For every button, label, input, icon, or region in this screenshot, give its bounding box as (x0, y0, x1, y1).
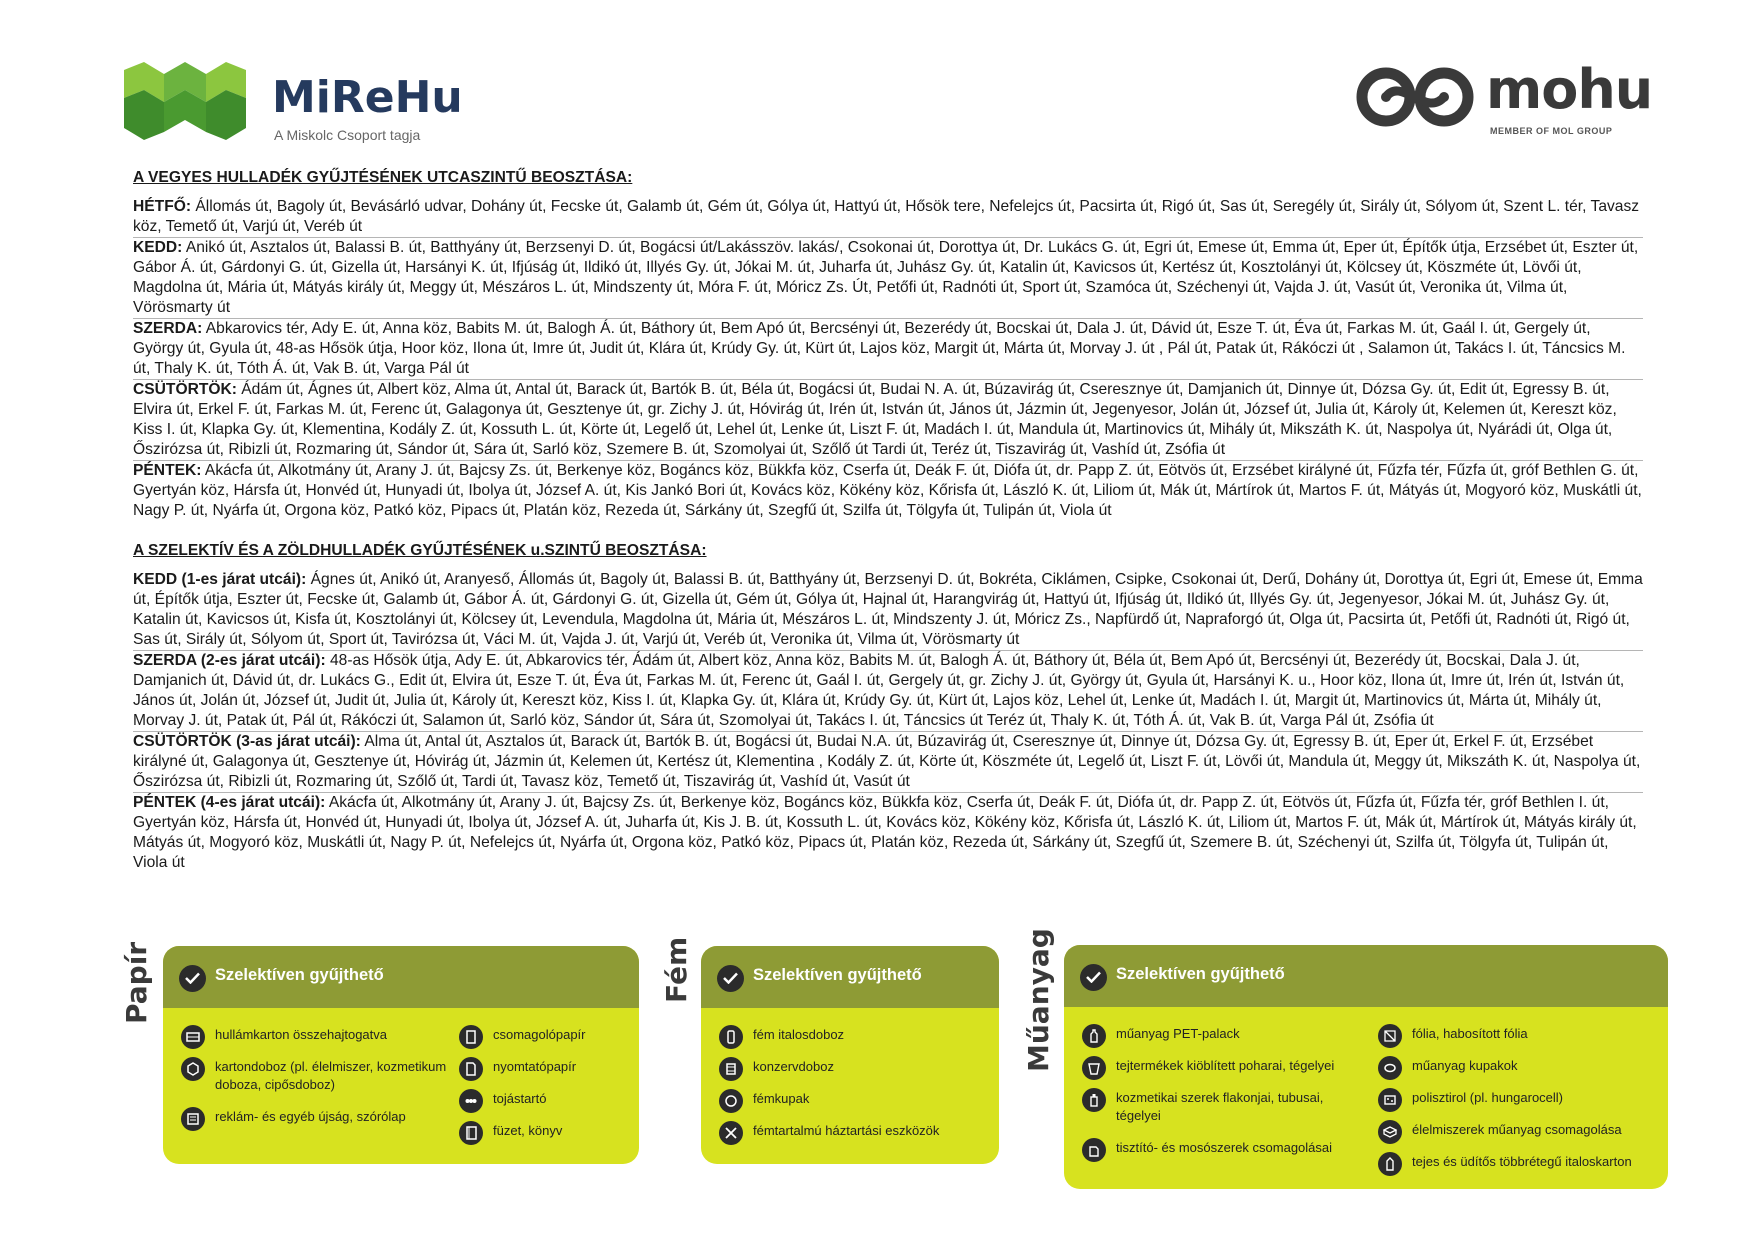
selective-waste-title: A SZELEKTÍV ÉS A ZÖLDHULLADÉK GYŰJTÉSÉNEK u.SZINTŰ BEOSZTÁSA: (133, 542, 707, 559)
card-header (1064, 945, 1668, 1007)
schedule-content (133, 168, 1643, 873)
pet-bottle-icon (1082, 1024, 1106, 1048)
tin-can-icon (719, 1057, 743, 1081)
plastic-label: Műanyag (1022, 928, 1055, 1072)
card-header (701, 946, 999, 1008)
cosmetics-bottle-icon (1082, 1088, 1106, 1112)
card-header (163, 946, 639, 1008)
detergent-icon (1082, 1138, 1106, 1162)
list-item: csomagolópapír (459, 1026, 634, 1044)
day-label: KEDD: (133, 239, 183, 256)
day-label: KEDD (1-es járat utcái): (133, 571, 307, 588)
check-icon (717, 965, 744, 992)
selective-day-thursday (133, 732, 1643, 793)
mohu-logo-tagline: MEMBER OF MOL GROUP (1490, 126, 1613, 136)
foil-icon (1378, 1024, 1402, 1048)
street-list: Akácfa út, Alkotmány út, Arany J. út, Bajcsy Zs. út, Berkenye köz, Bogáncs köz, Bükkfa köz, Cserfa út, Deák F. út, Diófa út, dr. Papp Z. út, Eötvös út, Fűzfa út, Fűzfa tér, gróf Bethlen I. út, Gyertyán köz, Hársfa út, Honvéd út, Hunyadi út, Ibolya út, József A. út, Juharfa út, Kis J. B. út, Kossuth L. út, Kovács köz, Kökény köz, Kőrisfa út, László K. út, Liliom út, Martos F. út, Mák út, Mártírok út, Mátyás király út, Mátyás út, Mogyoró köz, Muskátli út, Nagy P. út, Nefelejcs út, Nyárfa út, Orgona köz, Patkó köz, Pipacs út, Platán köz, Rezeda út, Sárkány út, Szegfű út, Szemere B. út, Széchenyi út, Szilfa út, Tölgyfa út, Tulipán út, Viola út (133, 794, 1637, 871)
list-item: tejtermékek kiöblített poharai, tégelyei (1082, 1057, 1367, 1075)
paper-card (163, 946, 639, 1164)
tools-icon (719, 1121, 743, 1145)
list-item: műanyag kupakok (1378, 1057, 1663, 1075)
beverage-carton-icon (1378, 1152, 1402, 1176)
plastic-cap-icon (1378, 1056, 1402, 1080)
drink-can-icon (719, 1025, 743, 1049)
list-item: kartondoboz (pl. élelmiszer, kozmetikum doboza, cipősdoboz) (181, 1058, 451, 1094)
cardboard-icon (181, 1025, 205, 1049)
day-label: PÉNTEK (4-es járat utcái): (133, 794, 326, 811)
notebook-icon (459, 1121, 483, 1145)
mixed-day-tuesday (133, 238, 1643, 319)
list-item: tejes és üdítős többrétegű italoskarton (1378, 1153, 1663, 1171)
food-packaging-icon (1378, 1120, 1402, 1144)
dairy-cup-icon (1082, 1056, 1106, 1080)
mixed-day-wednesday (133, 319, 1643, 380)
box-icon (181, 1057, 205, 1081)
card-header-title: Szelektíven gyűjthető (215, 966, 384, 984)
list-item: fémtartalmú háztartási eszközök (719, 1122, 989, 1140)
street-list: Anikó út, Asztalos út, Balassi B. út, Batthyány út, Berzsenyi D. út, Bogácsi út/Lakásszöv. lakás/, Csokonai út, Dorottya út, Dr. Lukács G. út, Egri út, Emese út, Emma út, Eper út, Építők útja, Erzsébet út, Eszter út, Gábor Á. út, Gárdonyi G. út, Gizella út, Harsányi K. út, Ifjúság út, Ildikó út, Illyés Gy. út, Jókai M. út, Juharfa út, Juhász Gy. út, Katalin út, Kavicsos út, Kertész út, Kosztolányi út, Kölcsey út, Köszméte út, Lövői út, Magdolna út, Mária út, Mátyás király út, Meggy út, Mészáros L. út, Mindszenty út, Móra F. út, Móricz Zs. Út, Petőfi út, Radnóti út, Sport út, Szamóca út, Széchenyi út, Vajda J. út, Vasút út, Veronika út, Vilma út, Vörösmarty út (133, 239, 1639, 316)
card-header-title: Szelektíven gyűjthető (753, 966, 922, 984)
day-label: PÉNTEK: (133, 462, 202, 479)
street-list: Ádám út, Ágnes út, Albert köz, Alma út, Antal út, Barack út, Bartók B. út, Béla út, Bogácsi út, Budai N. A. út, Búzavirág út, Cseresznye út, Damjanich út, Dinnye út, Dózsa Gy. út, Edit út, Egressy B. út, Elvira út, Erkel F. út, Farkas M. út, Ferenc út, Galagonya út, Gesztenye út, gr. Zichy J. út, Hóvirág út, Irén út, István út, János út, Jázmin út, Jegenyesor, Jolán út, József út, Julia út, Károly út, Kelemen út, Kereszt köz, Kiss I. út, Klapka Gy. út, Klementina, Kodály Z. út, Kossuth L. út, Körte út, Legelő út, Lehel út, Lenke út, Liszt F. út, Madách I. út, Mandula út, Martinovics út, Mihály út, Mikszáth K. út, Naspolya út, Nyárádi út, Olga út, Őszirózsa út, Ribizli út, Rozmaring út, Sándor út, Sára út, Sarló köz, Szemere B. út, Szomolyai út, Szőlő út Tardi út, Teréz út, Tiszavirág út, Vashíd út, Zsófia út (133, 381, 1617, 458)
selective-day-friday (133, 793, 1643, 873)
newspaper-icon (181, 1107, 205, 1131)
list-item: füzet, könyv (459, 1122, 634, 1140)
street-list: Állomás út, Bagoly út, Bevásárló udvar, Dohány út, Fecske út, Galamb út, Gém út, Gólya út, Hattyú út, Hősök tere, Nefelejcs út, Pacsirta út, Rigó út, Sas út, Seregély út, Sirály út, Sólyom út, Szent L. tér, Tavasz köz, Temető út, Varjú út, Veréb út (133, 198, 1640, 235)
mohu-logo-name: mohu (1486, 58, 1653, 121)
street-list: Ágnes út, Anikó út, Aranyeső, Állomás út, Bagoly út, Balassi B. út, Batthyány út, Berzsenyi D. út, Bokréta, Ciklámen, Csipke, Csokonai út, Derű, Dohány út, Dorottya út, Egri út, Emese út, Emma út, Építők útja, Eszter út, Fecske út, Galamb út, Gábor Á. út, Gárdonyi G. út, Gizella út, Gém út, Gólya út, Hajnal út, Harangvirág út, Hattyú út, Ifjúság út, Ildikó út, Illyés Gy. út, Jegenyesor, Jókai M. út, Juhász Gy. út, Katalin út, Kavicsos út, Kisfa út, Kosztolányi út, Kölcsey út, Levendula, Magdolna út, Mária út, Mészáros L. út, Mindszenty J. út, Móricz Zs., Napfürdő út, Napraforgó út, Olga út, Pacsirta út, Petőfi út, Radnóti út, Rigó út, Sas út, Sirály út, Sólyom út, Sport út, Tavirózsa út, Váci M. út, Vajda J. út, Varjú út, Veréb út, Veronika út, Vilma út, Vörösmarty út (133, 571, 1643, 648)
list-item: fólia, habosított fólia (1378, 1025, 1663, 1043)
day-label: HÉTFŐ: (133, 198, 192, 215)
mirehu-logo-mark-icon (124, 62, 246, 140)
street-list: Alma út, Antal út, Asztalos út, Barack út, Bartók B. út, Bogácsi út, Budai N.A. út, Búzavirág út, Cseresznye út, Dinnye út, Dózsa Gy. út, Egressy B. út, Eper út, Erkel F. út, Erzsébet királyné út, Galagonya út, Gesztenye út, Hóvirág út, Jázmin út, Kelemen út, Kertész út, Klementina , Kodály Z. út, Körte út, Köszméte út, Legelő út, Liszt F. út, Lövői út, Mandula út, Meggy út, Mikszáth K. út, Naspolya út, Őszirózsa út, Ribizli út, Rozmaring út, Szőlő út, Tardi út, Tavasz köz, Temető út, Tiszavirág út, Vashíd út, Vasút út (133, 733, 1641, 790)
mirehu-logo (124, 62, 463, 152)
wrapping-paper-icon (459, 1025, 483, 1049)
mixed-day-monday (133, 197, 1643, 238)
list-item: reklám- és egyéb újság, szórólap (181, 1108, 451, 1126)
mirehu-logo-name: MiReHu (272, 72, 463, 123)
list-item: tojástartó (459, 1090, 634, 1108)
list-item: fém italosdoboz (719, 1026, 989, 1044)
mixed-waste-title: A VEGYES HULLADÉK GYŰJTÉSÉNEK UTCASZINTŰ BEOSZTÁSA: (133, 169, 633, 186)
plastic-card (1064, 945, 1668, 1189)
printer-paper-icon (459, 1057, 483, 1081)
list-item: hullámkarton összehajtogatva (181, 1026, 451, 1044)
mohu-logo (1356, 58, 1653, 144)
metal-card (701, 946, 999, 1164)
list-item: műanyag PET-palack (1082, 1025, 1367, 1043)
egg-tray-icon (459, 1089, 483, 1113)
street-list: Akácfa út, Alkotmány út, Arany J. út, Bajcsy Zs. út, Berkenye köz, Bogáncs köz, Bükkfa köz, Cserfa út, Deák F. út, Diófa út, dr. Papp Z. út, Eötvös út, Erzsébet királyné út, Fűzfa tér, Fűzfa út, gróf Bethlen G. út, Gyertyán köz, Hársfa út, Honvéd út, Hunyadi út, Ibolya út, József A. út, Kis Jankó Bori út, Kovács köz, Kökény köz, Kőrisfa út, László K. út, Liliom út, Mák út, Mártírok út, Martos F. út, Mátyás út, Mogyoró köz, Muskátli út, Nagy P. út, Nyárfa út, Orgona köz, Patkó köz, Pipacs út, Platán köz, Rezeda út, Sárkány út, Szegfű út, Szilfa út, Tölgyfa út, Tulipán út, Viola út (133, 462, 1642, 519)
metal-cap-icon (719, 1089, 743, 1113)
metal-label: Fém (660, 936, 693, 1003)
day-label: SZERDA: (133, 320, 203, 337)
list-item: kozmetikai szerek flakonjai, tubusai, tégelyei (1082, 1089, 1367, 1125)
polystyrene-icon (1378, 1088, 1402, 1112)
list-item: fémkupak (719, 1090, 989, 1108)
list-item: élelmiszerek műanyag csomagolása (1378, 1121, 1663, 1139)
mirehu-logo-tagline: A Miskolc Csoport tagja (274, 127, 421, 143)
list-item: nyomtatópapír (459, 1058, 634, 1076)
list-item: konzervdoboz (719, 1058, 989, 1076)
paper-label: Papír (120, 941, 153, 1024)
list-item: tisztító- és mosószerek csomagolásai (1082, 1139, 1367, 1157)
check-icon (179, 965, 206, 992)
street-list: Abkarovics tér, Ady E. út, Anna köz, Babits M. út, Balogh Á. út, Báthory út, Bem Apó út, Bercsényi út, Bezerédy út, Bocskai út, Dala J. út, Dávid út, Esze T. út, Éva út, Farkas M. út, Gaál I. út, Gergely út, György út, Gyula út, 48-as Hősök útja, Hoor köz, Ilona út, Imre út, Judit út, Klára út, Krúdy Gy. út, Kürt út, Lajos köz, Margit út, Márta út, Morvay J. út , Pál út, Patak út, Rákóczi út , Salamon út, Takács I. út, Táncsics M. út, Thaly K. út, Tóth Á. út, Vak B. út, Varga Pál út (133, 320, 1626, 377)
check-icon (1080, 964, 1107, 991)
card-header-title: Szelektíven gyűjthető (1116, 965, 1285, 983)
day-label: CSÜTÖRTÖK (3-as járat utcái): (133, 733, 361, 750)
selective-day-wednesday (133, 651, 1643, 732)
mixed-day-thursday (133, 380, 1643, 461)
mohu-logo-mark-icon (1356, 66, 1474, 128)
street-list: 48-as Hősök útja, Ady E. út, Abkarovics tér, Ádám út, Albert köz, Anna köz, Babits M. út, Balogh Á. út, Báthory út, Béla út, Bem Apó út, Bercsényi út, Bezerédy út, Bocskai, Dala J. út, Damjanich út, Dávid út, dr. Lukács G., Edit út, Elvira út, Esze T. út, Éva út, Farkas M. út, Ferenc út, Gaál I. út, Gergely út, gr. Zichy J. út, György út, Gyula út, Harsányi K. u., Hoor köz, Ilona út, Imre út, Irén út, István út, János út, Jolán út, József út, Judit út, Julia út, Károly út, Kereszt köz, Kiss I. út, Klapka Gy. út, Klára út, Krúdy Gy. út, Kürt út, Lajos köz, Lehel út, Lenke út, Madách I. út, Margit út, Martinovics út, Márta út, Mihály út, Morvay J. út, Patak út, Pál út, Rákóczi út, Salamon út, Sarló köz, Sándor út, Sára út, Szomolyai út, Takács I. út, Táncsics út Teréz út, Thaly K. út, Tóth Á. út, Vak B. út, Varga Pál út, Zsófia út (133, 652, 1625, 729)
selective-day-tuesday (133, 570, 1643, 651)
day-label: SZERDA (2-es járat utcái): (133, 652, 326, 669)
list-item: polisztirol (pl. hungarocell) (1378, 1089, 1663, 1107)
mixed-day-friday (133, 461, 1643, 521)
day-label: CSÜTÖRTÖK: (133, 381, 237, 398)
